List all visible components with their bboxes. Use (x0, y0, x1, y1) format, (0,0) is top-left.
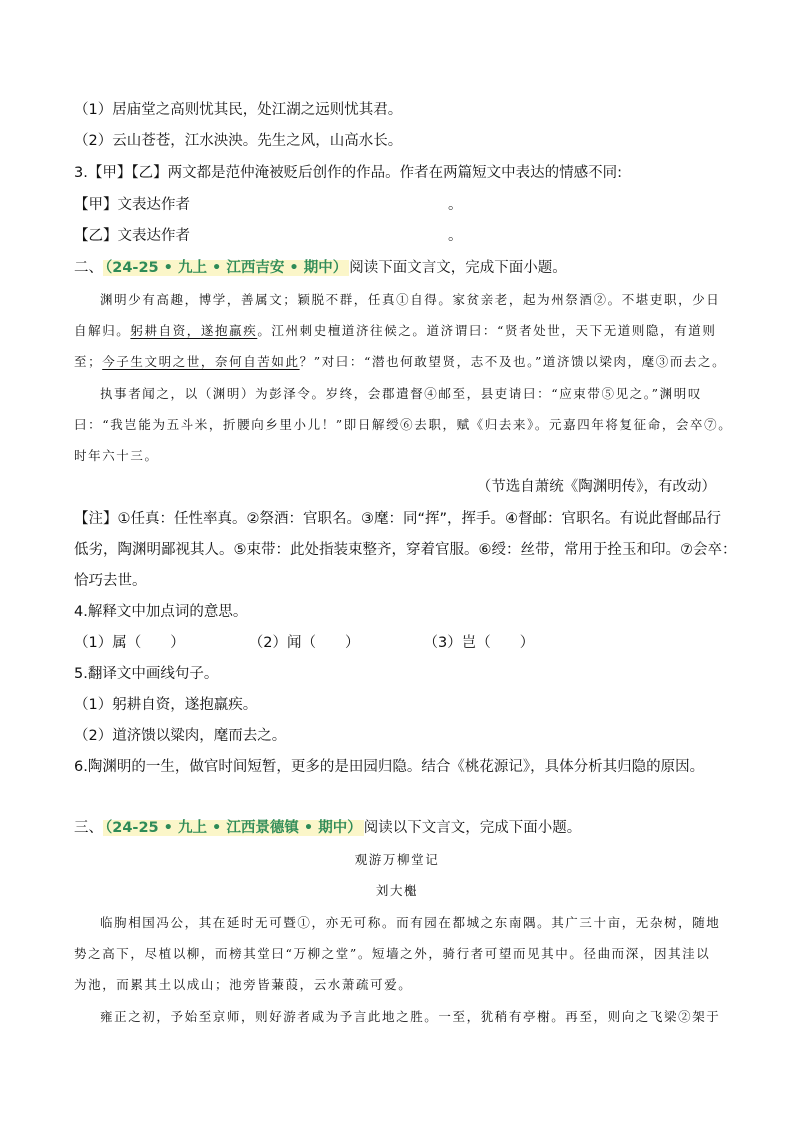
question-3: 3.【甲】【乙】两文都是范仲淹被贬后创作的作品。作者在两篇短文中表达的情感不同: (74, 165, 622, 181)
passage-title: 观游万柳堂记 (354, 852, 440, 867)
notes-line: 低劣，陶渊明鄙视其人。⑤束带：此处指装束整齐，穿着官服。⑥绶：丝带，常用于拴玉和印。⑦会卒： (74, 542, 737, 558)
answer-item-1: （1）居庙堂之高则忧其民，处江湖之远则忧其君。 (74, 102, 403, 118)
passage-line: 势之高下，尽植以柳，而榜其堂曰“万柳之堂”。短墙之外，骑行者可望而见其中。径曲而深，因其洼以 (74, 946, 711, 961)
passage-line: 为池，而累其土以成山；池旁皆蒹葭，云水萧疏可爱。 (74, 977, 413, 992)
question-4-items (74, 633, 534, 653)
passage-text: ？”对曰：“潜也何敢望贤，志不及也。”道济馈以梁肉，麾③而去之。 (299, 354, 727, 369)
section-2-heading (74, 258, 567, 278)
passage-text: 。江州刺史檀道济往候之。道济谓曰：“贤者处世，天下无道则隐，有道则 (257, 323, 717, 338)
question-5-item-1: （1）躬耕自资，遂抱羸疾。 (74, 697, 258, 713)
section-intro: 阅读下面文言文，完成下面小题。 (349, 260, 567, 276)
section-number: 三、 (74, 820, 103, 836)
passage-line: 渊明少有高趣，博学，善属文；颖脱不群，任真①自得。家贫亲老，起为州祭酒②。不堪吏职，少日 (100, 292, 721, 307)
question-4-item-3: （3）岂（ ） (423, 635, 535, 651)
question-3-yi-label: 【乙】文表达作者 (74, 228, 190, 244)
section-3-heading (74, 818, 581, 838)
question-4: 4.解释文中加点词的意思。 (74, 604, 248, 620)
passage-line: 临朐相国冯公，其在延时无可暨①，亦无可称。而有园在都城之东南隅。其广三十亩，无杂树，随地 (100, 915, 721, 930)
period: 。 (448, 228, 463, 244)
passage-text: 至； (74, 354, 103, 369)
question-3-yi (74, 226, 463, 246)
underlined-sentence: 今子生文明之世，奈何自苦如此 (102, 354, 300, 369)
notes-line: 恰巧去世。 (74, 573, 147, 589)
passage-source: （节选自萧统《陶渊明传》，有改动） (476, 479, 716, 495)
underlined-sentence: 躬耕自资，遂抱羸疾 (130, 323, 258, 338)
question-6: 6.陶渊明的一生，做官时间短暂，更多的是田园归隐。结合《桃花源记》，具体分析其归隐的原因。 (74, 759, 705, 775)
section-number: 二、 (74, 260, 103, 276)
question-5: 5.翻译文中画线句子。 (74, 666, 219, 682)
answer-item-2: （2）云山苍苍，江水泱泱。先生之风，山高水长。 (74, 133, 403, 149)
period: 。 (448, 197, 463, 213)
passage-author: 刘大櫆 (375, 883, 419, 898)
passage-line: 雍正之初，予始至京师，则好游者咸为予言此地之胜。一至，犹稍有亭榭。再至，则向之飞梁②架于 (100, 1009, 721, 1024)
notes-line: 【注】①任真：任性率真。②祭酒：官职名。③麾：同“挥”，挥手。④督邮：官职名。有说此督邮品行 (74, 511, 722, 527)
passage-line: 执事者闻之，以（渊明）为彭泽令。岁终，会郡遣督④邮至，县吏请曰：“应束带⑤见之。”渊明叹 (100, 386, 702, 401)
question-5-item-2: （2）道济馈以粱肉，麾而去之。 (74, 728, 287, 744)
question-3-jia (74, 195, 463, 215)
passage-line: 曰：“我岂能为五斗米，折腰向乡里小儿！”即日解绶⑥去职，赋《归去来》。元嘉四年将复征命，会卒⑦。 (74, 417, 733, 432)
passage-line (74, 321, 717, 341)
question-3-jia-label: 【甲】文表达作者 (74, 197, 190, 213)
section-intro: 阅读以下文言文，完成下面小题。 (363, 820, 582, 836)
question-4-item-2: （2）闻（ ） (248, 635, 360, 651)
passage-line (74, 352, 726, 372)
question-4-item-1: （1）属（ ） (74, 635, 185, 651)
passage-line: 时年六十三。 (74, 448, 159, 463)
source-tag: （24-25 • 九上 • 江西吉安 • 期中） (105, 260, 348, 276)
passage-text: 自解归。 (74, 323, 131, 338)
source-tag: （24-25 • 九上 • 江西景德镇 • 期中） (105, 820, 362, 836)
